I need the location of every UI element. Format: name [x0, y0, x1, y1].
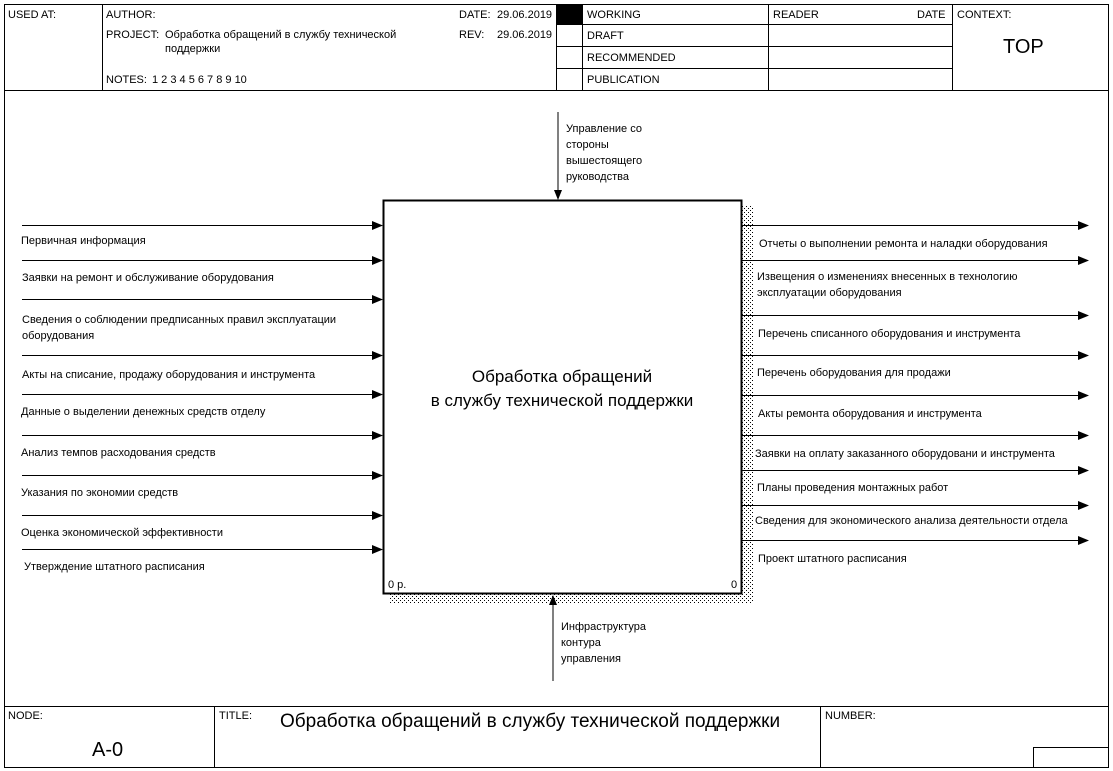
- input-label-5: Данные о выделении денежных средств отделу: [21, 406, 266, 418]
- output-label-8: Сведения для экономического анализа деятельности отдела: [755, 515, 1068, 527]
- number-label: NUMBER:: [825, 710, 876, 722]
- status-recommended: RECOMMENDED: [587, 52, 676, 64]
- output-label-2: Извещения о изменениях внесенных в технологию эксплуатации оборудования: [757, 271, 1018, 299]
- output-label-1: Отчеты о выполнении ремонта и наладки оборудования: [759, 238, 1048, 250]
- footer-title: Обработка обращений в службу технической поддержки: [280, 711, 781, 732]
- working-status-marker: [557, 5, 582, 24]
- notes-label: NOTES:: [106, 74, 147, 86]
- status-publication: PUBLICATION: [587, 74, 660, 86]
- activity-cost: 0 р.: [388, 579, 407, 591]
- context-value: TOP: [1003, 36, 1044, 58]
- control-label: Управление со стороны вышестоящего руководства: [566, 123, 643, 183]
- context-label: CONTEXT:: [957, 9, 1012, 21]
- input-label-1: Первичная информация: [21, 235, 146, 247]
- reader-date-label: DATE: [917, 9, 946, 21]
- status-draft: DRAFT: [587, 30, 624, 42]
- reader-label: READER: [773, 9, 819, 21]
- output-label-7: Планы проведения монтажных работ: [757, 482, 949, 494]
- project-value: Обработка обращений в службу технической поддержки: [165, 29, 397, 55]
- date-label: DATE:: [459, 9, 491, 21]
- input-label-2: Заявки на ремонт и обслуживание оборудования: [22, 272, 274, 284]
- mechanism-label: Инфраструктура контура управления: [561, 621, 647, 665]
- title-label: TITLE:: [219, 710, 253, 722]
- input-label-8: Оценка экономической эффективности: [21, 527, 223, 539]
- output-label-4: Перечень оборудования для продажи: [757, 367, 951, 379]
- input-label-9: Утверждение штатного расписания: [24, 561, 205, 573]
- notes-value: 1 2 3 4 5 6 7 8 9 10: [152, 74, 247, 86]
- input-label-3: Сведения о соблюдении предписанных правил эксплуатации оборудования: [22, 314, 337, 342]
- author-label: AUTHOR:: [106, 9, 156, 21]
- control-arrowhead: [554, 190, 562, 200]
- output-label-9: Проект штатного расписания: [758, 553, 907, 565]
- activity-title: Обработка обращений в службу технической поддержки: [430, 367, 694, 410]
- output-label-5: Акты ремонта оборудования и инструмента: [758, 408, 982, 420]
- node-value: А-0: [92, 739, 124, 761]
- rev-value: 29.06.2019: [497, 29, 553, 41]
- date-value: 29.06.2019: [497, 9, 553, 21]
- node-label: NODE:: [8, 710, 43, 722]
- activity-number: 0: [731, 579, 738, 591]
- output-label-6: Заявки на оплату заказанного оборудовани и инструмента: [755, 448, 1055, 460]
- output-label-3: Перечень списанного оборудования и инструмента: [758, 328, 1021, 340]
- rev-label: REV:: [459, 29, 485, 41]
- used-at-label: USED AT:: [8, 9, 57, 21]
- input-label-6: Анализ темпов расходования средств: [21, 447, 216, 459]
- status-working: WORKING: [587, 9, 641, 21]
- input-label-4: Акты на списание, продажу оборудования и инструмента: [22, 369, 316, 381]
- input-label-7: Указания по экономии средств: [21, 487, 179, 499]
- project-label: PROJECT:: [106, 29, 160, 41]
